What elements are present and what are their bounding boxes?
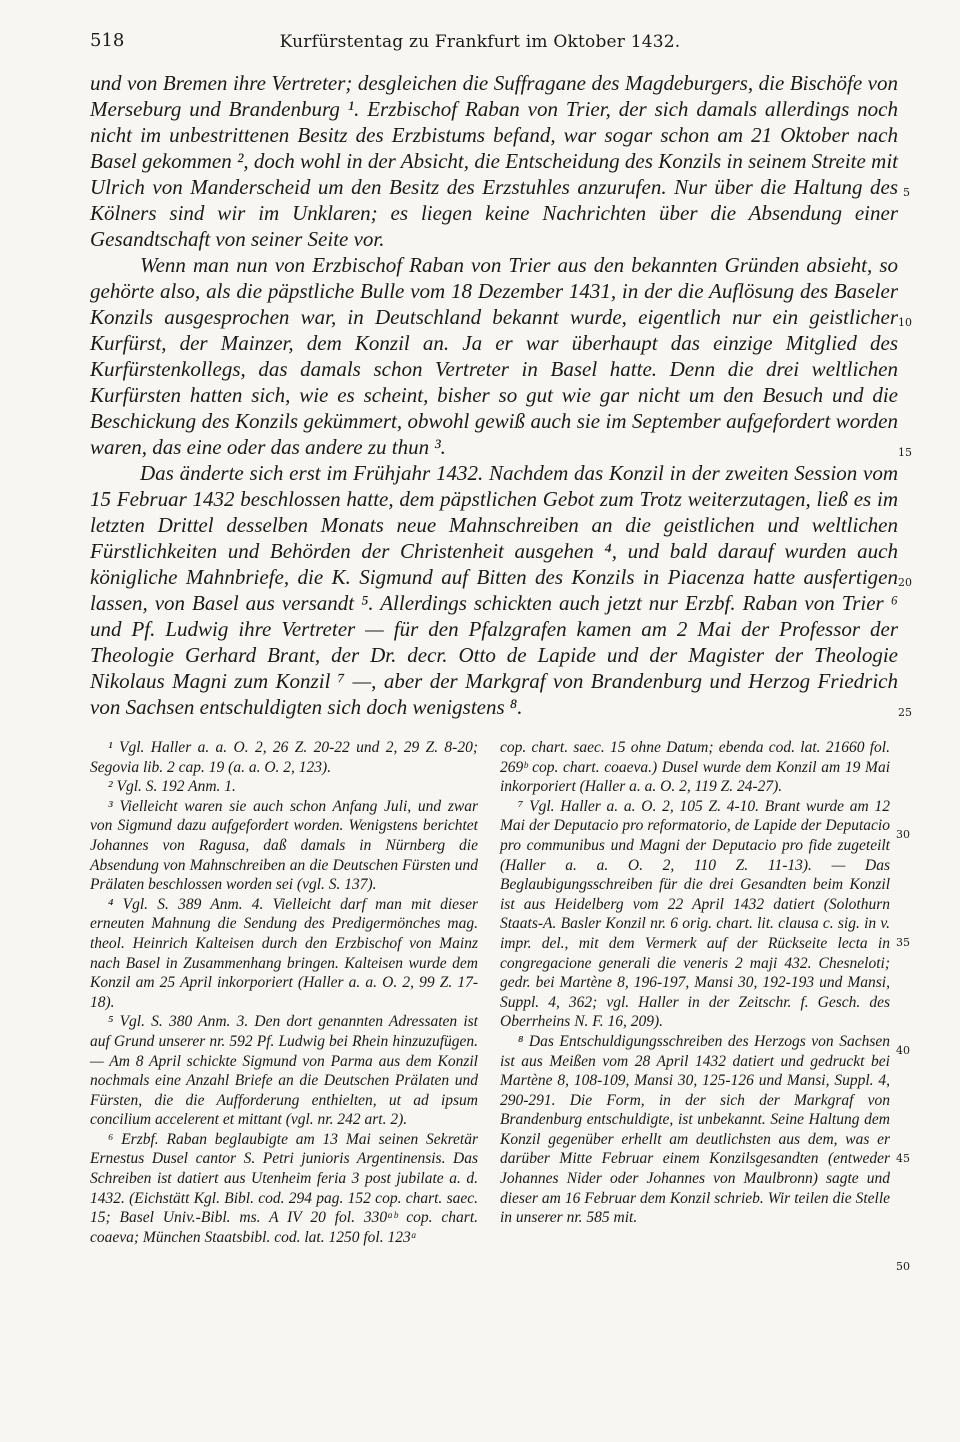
main-text [90, 70, 898, 720]
footnote: ⁸ Das Entschuldigungsschreiben des Herzogs von Sachsen ist aus Meißen vom 28 April 1432 datiert und gedruckt bei Martène 8, 108-109, Mansi 30, 125-126 und Mansi, Suppl. 4, 290-291. Die Form, in der sich der Markgraf von Brandenburg entschuldigte, ist unbekannt. Seine Haltung dem Konzil gegenüber erhellt am deutlichsten aus dem, was er darüber Mitte Februar einem Konzilsgesandten (entweder Johannes Nider oder Johannes von Maulbronn) sagte und dieser am 16 Februar dem Konzil schrieb. Wir teilen die Stelle in unserer nr. 585 mit. [500, 1032, 890, 1227]
line-number: 45 [896, 1152, 910, 1165]
paragraph: und von Bremen ihre Vertreter; desgleichen die Suffragane des Magdeburgers, die Bischöfe von Merseburg und Brandenburg ¹. Erzbischof Raban von Trier, der sich damals allerdings noch nicht im unbestrittenen Besitz des Erzbistums befand, war sogar schon am 21 Oktober nach Basel gekommen ², doch wohl in der Absicht, die Entscheidung des Konzils in seinem Streite mit Ulrich von Manderscheid um den Besitz des Erzstuhles anzurufen. Nur über die Haltung des Kölners sind wir im Unklaren; es liegen keine Nachrichten über die Absendung einer Gesandtschaft von seiner Seite vor. [90, 71, 898, 251]
footnotes-right-column [500, 738, 890, 1228]
footnote: ³ Vielleicht waren sie auch schon Anfang Juli, und zwar von Sigmund dazu aufgefordert worden. Wenigstens berichtet Johannes von Ragusa, daß damals in Nürnberg die Absendung von Mahnschreiben an die Deutschen Fürsten und Prälaten beschlossen worden sei (vgl. S. 137). [90, 797, 478, 894]
line-number: 25 [898, 706, 912, 719]
footnote-continuation: cop. chart. saec. 15 ohne Datum; ebenda cod. lat. 21660 fol. 269ᵇ cop. chart. coaeva.) Dusel wurde dem Konzil am 19 Mai inkorporiert (Haller a. a. O. 2, 119 Z. 24-27). [500, 739, 890, 796]
page-header [0, 30, 960, 60]
line-number: 30 [896, 828, 910, 841]
line-number: 40 [896, 1044, 910, 1057]
footnote: ² Vgl. S. 192 Anm. 1. [108, 778, 236, 796]
running-title: Kurfürstentag zu Frankfurt im Oktober 1432. [279, 32, 681, 52]
footnote: ¹ Vgl. Haller a. a. O. 2, 26 Z. 20-22 und 2, 29 Z. 8-20; Segovia lib. 2 cap. 19 (a. a. O. 2, 123). [90, 739, 478, 776]
line-number: 5 [903, 186, 910, 199]
line-number: 20 [898, 576, 912, 589]
paragraph: Das änderte sich erst im Frühjahr 1432. Nachdem das Konzil in der zweiten Session vom 15 Februar 1432 beschlossen hatte, dem päpstlichen Gebot zum Trotz weiterzutagen, ließ es im letzten Drittel desselben Monats neue Mahnschreiben an die geistlichen und weltlichen Fürstlichkeiten und Behörden der Christenheit ausgehen ⁴, und bald darauf wurden auch königliche Mahnbriefe, die K. Sigmund auf Bitten des Konzils in Piacenza hatte ausfertigen lassen, von Basel aus versandt ⁵. Allerdings schickten auch jetzt nur Erzbf. Raban von Trier ⁶ und Pf. Ludwig ihre Vertreter — für den Pfalzgrafen kamen am 2 Mai der Professor der Theologie Gerhard Brant, der Dr. decr. Otto de Lapide und der Magister der Theologie Nikolaus Magni zum Konzil ⁷ —, aber der Markgraf von Brandenburg und Herzog Friedrich von Sachsen entschuldigten sich doch wenigstens ⁸. [90, 461, 898, 719]
line-number: 50 [896, 1260, 910, 1273]
line-number: 10 [898, 316, 912, 329]
footnote: ⁴ Vgl. S. 389 Anm. 4. Vielleicht darf man mit dieser erneuten Mahnung die Sendung des Predigermönches mag. theol. Heinrich Kalteisen durch den Erzbischof von Mainz nach Basel in Zusammenhang bringen. Kalteisen wurde dem Konzil am 25 April inkorporiert (Haller a. a. O. 2, 99 Z. 17-18). [90, 895, 478, 1011]
paragraph: Wenn man nun von Erzbischof Raban von Trier aus den bekannten Gründen absieht, so gehörte also, als die päpstliche Bulle vom 18 Dezember 1431, in der die Auflösung des Baseler Konzils ausgesprochen war, in Deutschland bekannt wurde, eigentlich nur ein geistlicher Kurfürst, der Mainzer, dem Konzil an. Ja er war überhaupt das einzige Mitglied des Kurfürstenkollegs, das damals schon Vertreter in Basel hatte. Denn die drei weltlichen Kurfürsten hatten sich, wie es scheint, bisher so gut wie gar nicht um den Besuch und die Beschickung des Konzils gekümmert, obwohl gewiß auch sie im September aufgefordert worden waren, das eine oder das andere zu thun ³. [90, 253, 898, 459]
line-number: 15 [898, 446, 912, 459]
footnotes-left-column [90, 738, 478, 1247]
footnote: ⁶ Erzbf. Raban beglaubigte am 13 Mai seinen Sekretär Ernestus Dusel cantor S. Petri junioris Argentinensis. Das Schreiben ist datiert aus Utenheim feria 3 post jubilate a. d. 1432. (Eichstätt Kgl. Bibl. cod. 294 pag. 152 cop. chart. saec. 15; Basel Univ.-Bibl. ms. A IV 20 fol. 330ᵃᵇ cop. chart. coaeva; München Staatsbibl. cod. lat. 1250 fol. 123ᵃ [90, 1130, 478, 1246]
line-number: 35 [896, 936, 910, 949]
footnote: ⁵ Vgl. S. 380 Anm. 3. Den dort genannten Adressaten ist auf Grund unserer nr. 592 Pf. Ludwig bei Rhein hinzuzufügen. — Am 8 April schickte Sigmund von Parma aus dem Konzil nochmals eine Anzahl Briefe an die Deutschen Prälaten und Fürsten, die die Aufforderung enthielten, ut ad ipsum concilium accelerent et mittant (vgl. nr. 242 art. 2). [90, 1013, 478, 1129]
page-number: 518 [90, 30, 125, 51]
footnote: ⁷ Vgl. Haller a. a. O. 2, 105 Z. 4-10. Brant wurde am 12 Mai der Deputacio pro reformatorio, de Lapide der Deputacio pro communibus und Magni der Deputacio pro fide zugeteilt (Haller a. a. O. 2, 110 Z. 11-13). — Das Beglaubigungsschreiben für die drei Gesandten beim Konzil ist aus Heidelberg vom 22 April 1432 datiert (Solothurn Staats-A. Basler Konzil nr. 6 orig. chart. lit. clausa c. sig. in v. impr. del., mit dem Vermerk auf der Rückseite lecta in congregacione generali die veneris 2 maji 432. Chesneloti; gedr. bei Martène 8, 196-197, Mansi 30, 192-193 und Mansi, Suppl. 4, 362; vgl. Haller in der Zeitschr. f. Gesch. des Oberrheins N. F. 16, 209). [500, 797, 890, 1031]
